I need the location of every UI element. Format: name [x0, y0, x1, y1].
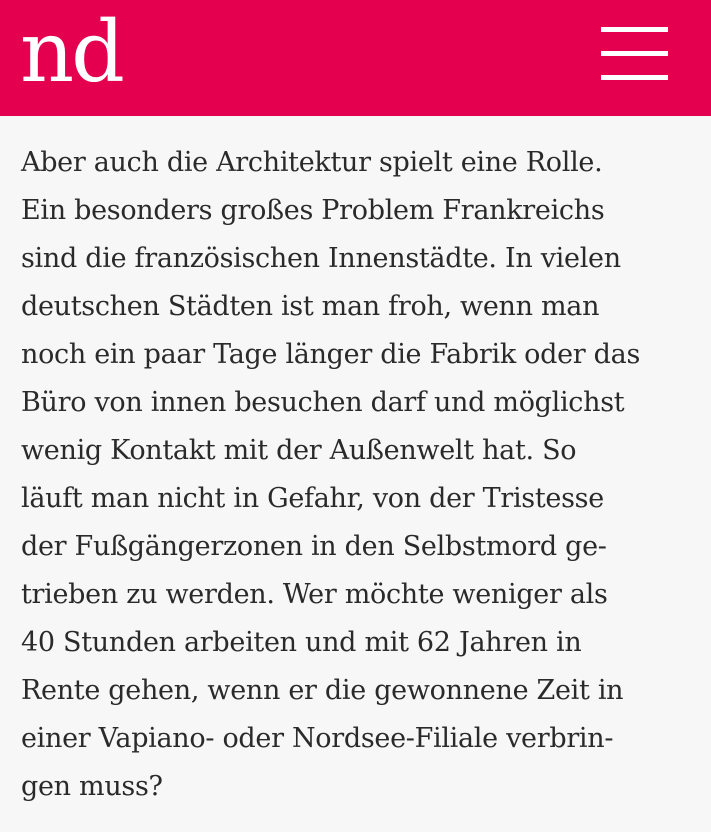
paragraph-line: einer Vapiano- oder Nordsee-Filiale verbrin- [21, 723, 614, 754]
menu-icon-bar [601, 51, 668, 56]
paragraph-line: sind die französischen Innenstädte. In vielen [21, 243, 621, 274]
site-header [0, 0, 711, 116]
nd-logo[interactable]: nd [20, 3, 122, 101]
menu-icon-bar [601, 75, 668, 80]
paragraph-line: Ein besonders großes Problem Frankreichs [21, 195, 605, 226]
paragraph-line: 40 Stunden arbeiten und mit 62 Jahren in [21, 627, 582, 658]
paragraph-line: Büro von innen besuchen darf und möglichst [21, 387, 625, 418]
paragraph-line: Rente gehen, wenn er die gewonnene Zeit in [21, 675, 624, 706]
paragraph-line: läuft man nicht in Gefahr, von der Tristesse [21, 483, 604, 514]
menu-button[interactable] [597, 27, 672, 85]
paragraph-line: wenig Kontakt mit der Außenwelt hat. So [21, 435, 577, 466]
paragraph-line: deutschen Städten ist man froh, wenn man [21, 291, 600, 322]
paragraph-line: gen muss? [21, 771, 163, 802]
paragraph-line: trieben zu werden. Wer möchte weniger als [21, 579, 608, 610]
article-paragraph [21, 139, 681, 811]
paragraph-line: der Fußgängerzonen in den Selbstmord ge- [21, 531, 607, 562]
paragraph-line: noch ein paar Tage länger die Fabrik oder das [21, 339, 641, 370]
paragraph-line: Aber auch die Architektur spielt eine Rolle. [21, 147, 603, 178]
article-body [0, 116, 711, 832]
menu-icon-bar [601, 27, 668, 32]
